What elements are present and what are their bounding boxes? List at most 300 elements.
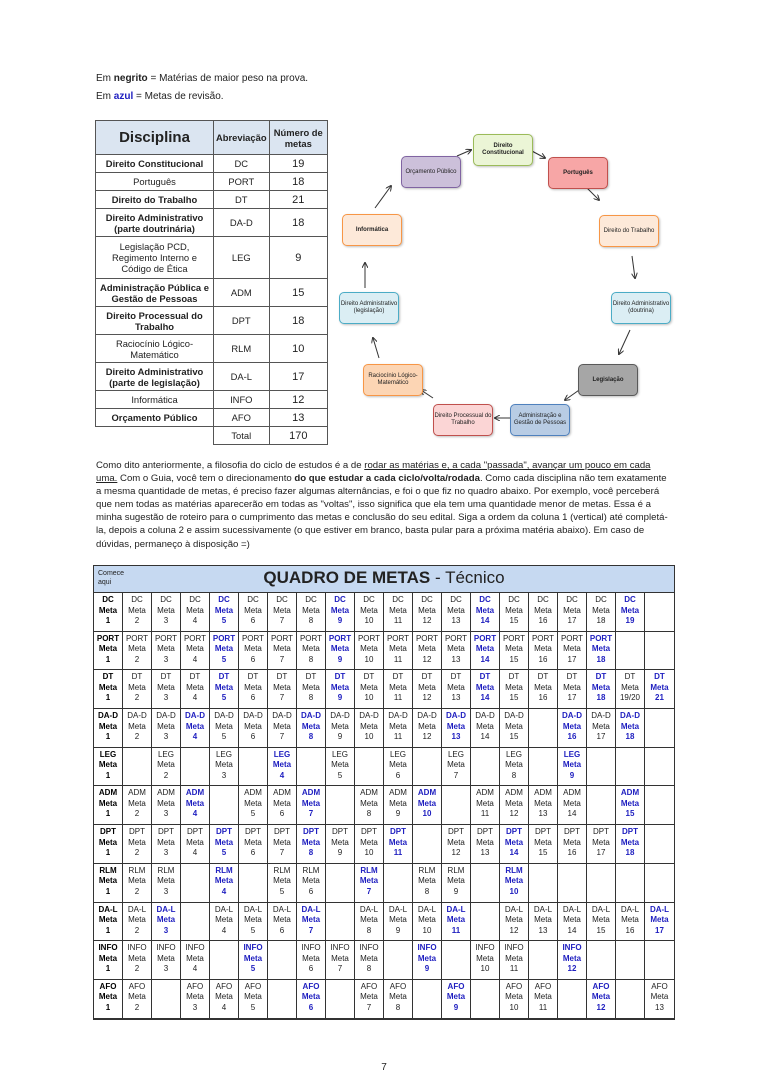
meta-cell: DPT Meta 10	[355, 825, 384, 864]
discipline-abbr: DT	[214, 191, 270, 209]
header-abreviacao: Abreviação	[214, 121, 270, 155]
empty-cell	[413, 825, 442, 864]
discipline-name: Direito Processual do Trabalho	[96, 307, 214, 335]
discipline-row	[96, 173, 328, 191]
empty-cell	[558, 980, 587, 1019]
meta-cell: PORT Meta 1	[94, 632, 123, 671]
meta-cell: PORT Meta 4	[181, 632, 210, 671]
meta-cell: LEG Meta 3	[210, 748, 239, 787]
discipline-abbr: AFO	[214, 409, 270, 427]
meta-cell: RLM Meta 6	[297, 864, 326, 903]
meta-cell: ADM Meta 6	[268, 786, 297, 825]
meta-cell: DT Meta 17	[558, 670, 587, 709]
empty-cell	[210, 786, 239, 825]
meta-cell: DPT Meta 3	[152, 825, 181, 864]
empty-cell	[123, 748, 152, 787]
empty-cell	[239, 748, 268, 787]
meta-cell: DC Meta 6	[239, 593, 268, 632]
metas-title-rest: - Técnico	[430, 568, 505, 587]
meta-cell: DC Meta 9	[326, 593, 355, 632]
meta-cell: PORT Meta 8	[297, 632, 326, 671]
discipline-count: 10	[269, 335, 327, 363]
meta-cell: DA-D Meta 7	[268, 709, 297, 748]
empty-cell	[645, 941, 674, 980]
discipline-row	[96, 279, 328, 307]
para-underlined: rodar as matérias e, a cada "passada", avançar um pouco em cada uma.	[96, 460, 651, 485]
discipline-name: Direito Constitucional	[96, 155, 214, 173]
legend-blue-rest: = Metas de revisão.	[133, 91, 224, 102]
cycle-node-dal: Direito Administrativo (legislação)	[339, 292, 399, 324]
meta-cell: DT Meta 13	[442, 670, 471, 709]
empty-cell	[645, 709, 674, 748]
empty-cell	[442, 941, 471, 980]
para-part-3: . Como cada disciplina não tem exatamente a mesma quantidade de metas, é preciso fazer algumas alternâncias, e foi o que fiz no quadro abaixo. Por exemplo, você perceberá que nem todas as matérias aparecerão em todas as "voltas", isso significa que ela tem uma quantidade menor de metas. Essa é a minha sugestão de roteiro para o cumprimento das metas e conclusão do seu edital. Siga a ordem da coluna 1 (vertical) até completá-la, depois a coluna 2 e assim sucessivamente (o que estiver em branco, basta pular para a próxima matéria abaixo). Em caso de dúvidas, permaneço à disposição =)	[96, 473, 668, 550]
meta-cell: PORT Meta 11	[384, 632, 413, 671]
meta-cell: DPT Meta 14	[500, 825, 529, 864]
discipline-count: 9	[269, 237, 327, 279]
meta-cell: DA-D Meta 5	[210, 709, 239, 748]
discipline-name: Raciocínio Lógico-Matemático	[96, 335, 214, 363]
meta-cell: DPT Meta 13	[471, 825, 500, 864]
meta-cell: ADM Meta 12	[500, 786, 529, 825]
metas-title-bold: QUADRO DE METAS	[263, 568, 431, 587]
meta-cell: ADM Meta 9	[384, 786, 413, 825]
cycle-node-info: Informática	[342, 214, 402, 246]
empty-cell	[326, 980, 355, 1019]
meta-cell: AFO Meta 10	[500, 980, 529, 1019]
cycle-node-adm: Administração e Gestão de Pessoas	[510, 404, 570, 436]
meta-cell: INFO Meta 6	[297, 941, 326, 980]
empty-cell	[413, 980, 442, 1019]
empty-cell	[587, 748, 616, 787]
meta-cell: DA-L Meta 2	[123, 903, 152, 942]
meta-cell: DPT Meta 17	[587, 825, 616, 864]
meta-cell: DA-D Meta 11	[384, 709, 413, 748]
meta-cell: RLM Meta 7	[355, 864, 384, 903]
meta-cell: DPT Meta 7	[268, 825, 297, 864]
discipline-abbr: ADM	[214, 279, 270, 307]
discipline-abbr: RLM	[214, 335, 270, 363]
discipline-count: 19	[269, 155, 327, 173]
discipline-name: Português	[96, 173, 214, 191]
meta-cell: ADM Meta 13	[529, 786, 558, 825]
discipline-abbr: LEG	[214, 237, 270, 279]
meta-cell: DA-L Meta 7	[297, 903, 326, 942]
metas-header	[94, 566, 674, 593]
empty-cell	[616, 980, 645, 1019]
meta-cell: DA-D Meta 15	[500, 709, 529, 748]
meta-cell: DA-D Meta 9	[326, 709, 355, 748]
meta-cell: DT Meta 1	[94, 670, 123, 709]
meta-cell: PORT Meta 13	[442, 632, 471, 671]
meta-cell: PORT Meta 10	[355, 632, 384, 671]
discipline-name: Orçamento Público	[96, 409, 214, 427]
meta-cell: DA-D Meta 4	[181, 709, 210, 748]
meta-cell: DPT Meta 16	[558, 825, 587, 864]
meta-cell: AFO Meta 4	[210, 980, 239, 1019]
meta-cell: AFO Meta 8	[384, 980, 413, 1019]
meta-cell: DA-L Meta 17	[645, 903, 674, 942]
para-part-1: Como dito anteriormente, a filosofia do ciclo de estudos é a de	[96, 460, 365, 471]
meta-cell: DA-L Meta 12	[500, 903, 529, 942]
meta-cell: DT Meta 3	[152, 670, 181, 709]
meta-cell: PORT Meta 16	[529, 632, 558, 671]
meta-cell: LEG Meta 7	[442, 748, 471, 787]
discipline-count: 18	[269, 173, 327, 191]
empty-cell	[645, 825, 674, 864]
cycle-node-dc: Direito Constitucional	[473, 134, 533, 166]
meta-cell: DC Meta 11	[384, 593, 413, 632]
cycle-node-dpt: Direito Processual do Trabalho	[433, 404, 493, 436]
meta-cell: INFO Meta 4	[181, 941, 210, 980]
empty-cell	[616, 864, 645, 903]
metas-table	[93, 565, 675, 1020]
empty-cell	[471, 864, 500, 903]
meta-cell: DA-L Meta 4	[210, 903, 239, 942]
meta-cell: DPT Meta 9	[326, 825, 355, 864]
meta-cell: AFO Meta 3	[181, 980, 210, 1019]
meta-cell: DT Meta 10	[355, 670, 384, 709]
meta-cell: INFO Meta 1	[94, 941, 123, 980]
cycle-node-afo: Orçamento Público	[401, 156, 461, 188]
meta-cell: DT Meta 16	[529, 670, 558, 709]
meta-cell: LEG Meta 9	[558, 748, 587, 787]
meta-cell: DPT Meta 15	[529, 825, 558, 864]
meta-cell: DPT Meta 6	[239, 825, 268, 864]
meta-cell: DC Meta 4	[181, 593, 210, 632]
meta-cell: DC Meta 8	[297, 593, 326, 632]
empty-cell	[587, 941, 616, 980]
empty-cell	[181, 748, 210, 787]
cycle-node-dad: Direito Administrativo (doutrina)	[611, 292, 671, 324]
discipline-row	[96, 191, 328, 209]
meta-cell: DA-D Meta 3	[152, 709, 181, 748]
empty-cell	[297, 748, 326, 787]
discipline-count: 17	[269, 363, 327, 391]
meta-cell: DA-D Meta 14	[471, 709, 500, 748]
meta-cell: ADM Meta 11	[471, 786, 500, 825]
empty-cell	[239, 864, 268, 903]
discipline-abbr: DPT	[214, 307, 270, 335]
total-value: 170	[269, 427, 327, 445]
empty-cell	[529, 864, 558, 903]
empty-cell	[587, 786, 616, 825]
empty-cell	[384, 941, 413, 980]
meta-cell: DC Meta 16	[529, 593, 558, 632]
legend-blue	[96, 91, 224, 102]
meta-cell: DA-D Meta 2	[123, 709, 152, 748]
meta-cell: ADM Meta 14	[558, 786, 587, 825]
meta-cell: DT Meta 8	[297, 670, 326, 709]
discipline-abbr: PORT	[214, 173, 270, 191]
discipline-name: Direito Administrativo (parte doutrinária)	[96, 209, 214, 237]
meta-cell: DA-D Meta 10	[355, 709, 384, 748]
meta-cell: LEG Meta 4	[268, 748, 297, 787]
meta-cell: DA-D Meta 6	[239, 709, 268, 748]
legend-blue-word: azul	[113, 91, 134, 102]
empty-cell	[152, 980, 181, 1019]
meta-cell: PORT Meta 5	[210, 632, 239, 671]
cycle-arrows	[335, 128, 675, 448]
empty-cell	[384, 864, 413, 903]
meta-cell: DT Meta 21	[645, 670, 674, 709]
meta-cell: INFO Meta 7	[326, 941, 355, 980]
discipline-name: Legislação PCD, Regimento Interno e Código de Ética	[96, 237, 214, 279]
metas-grid	[94, 593, 674, 1019]
meta-cell: DA-D Meta 17	[587, 709, 616, 748]
discipline-name: Direito do Trabalho	[96, 191, 214, 209]
discipline-name: Informática	[96, 391, 214, 409]
meta-cell: AFO Meta 7	[355, 980, 384, 1019]
meta-cell: DC Meta 14	[471, 593, 500, 632]
meta-cell: RLM Meta 4	[210, 864, 239, 903]
meta-cell: DC Meta 15	[500, 593, 529, 632]
meta-cell: ADM Meta 8	[355, 786, 384, 825]
discipline-row	[96, 409, 328, 427]
discipline-count: 13	[269, 409, 327, 427]
meta-cell: DC Meta 5	[210, 593, 239, 632]
meta-cell: DA-L Meta 9	[384, 903, 413, 942]
meta-cell: LEG Meta 2	[152, 748, 181, 787]
total-label: Total	[214, 427, 270, 445]
meta-cell: DC Meta 12	[413, 593, 442, 632]
meta-cell: INFO Meta 12	[558, 941, 587, 980]
empty-cell	[355, 748, 384, 787]
meta-cell: DT Meta 5	[210, 670, 239, 709]
meta-cell: LEG Meta 5	[326, 748, 355, 787]
meta-cell: INFO Meta 3	[152, 941, 181, 980]
meta-cell: DPT Meta 12	[442, 825, 471, 864]
legend-bold	[96, 73, 308, 84]
meta-cell: PORT Meta 15	[500, 632, 529, 671]
meta-cell: DA-L Meta 10	[413, 903, 442, 942]
empty-cell	[326, 903, 355, 942]
meta-cell: ADM Meta 3	[152, 786, 181, 825]
meta-cell: DPT Meta 18	[616, 825, 645, 864]
meta-cell: PORT Meta 9	[326, 632, 355, 671]
empty-cell	[645, 632, 674, 671]
discipline-count: 15	[269, 279, 327, 307]
meta-cell: DA-D Meta 16	[558, 709, 587, 748]
meta-cell: DT Meta 9	[326, 670, 355, 709]
meta-cell: DA-D Meta 12	[413, 709, 442, 748]
discipline-name: Direito Administrativo (parte de legislação)	[96, 363, 214, 391]
meta-cell: LEG Meta 1	[94, 748, 123, 787]
discipline-count: 18	[269, 307, 327, 335]
meta-cell: DC Meta 1	[94, 593, 123, 632]
meta-cell: AFO Meta 9	[442, 980, 471, 1019]
discipline-row	[96, 237, 328, 279]
meta-cell: INFO Meta 8	[355, 941, 384, 980]
metas-title	[94, 568, 674, 588]
meta-cell: DA-L Meta 13	[529, 903, 558, 942]
discipline-count: 18	[269, 209, 327, 237]
meta-cell: DT Meta 7	[268, 670, 297, 709]
meta-cell: DPT Meta 5	[210, 825, 239, 864]
discipline-count: 21	[269, 191, 327, 209]
cycle-node-leg: Legislação	[578, 364, 638, 396]
header-numero-metas: Número de metas	[269, 121, 327, 155]
meta-cell: DA-L Meta 16	[616, 903, 645, 942]
meta-cell: RLM Meta 10	[500, 864, 529, 903]
meta-cell: ADM Meta 5	[239, 786, 268, 825]
meta-cell: DA-L Meta 11	[442, 903, 471, 942]
meta-cell: AFO Meta 5	[239, 980, 268, 1019]
empty-cell	[268, 980, 297, 1019]
explanation-paragraph	[96, 459, 674, 551]
meta-cell: DC Meta 19	[616, 593, 645, 632]
empty-cell	[529, 748, 558, 787]
meta-cell: ADM Meta 2	[123, 786, 152, 825]
empty-cell	[616, 632, 645, 671]
para-bold: do que estudar a cada ciclo/volta/rodada	[294, 473, 480, 485]
meta-cell: ADM Meta 7	[297, 786, 326, 825]
legend-bold-prefix: Em	[96, 73, 114, 84]
meta-cell: DA-L Meta 6	[268, 903, 297, 942]
empty-cell	[210, 941, 239, 980]
meta-cell: DT Meta 14	[471, 670, 500, 709]
meta-cell: DA-L Meta 5	[239, 903, 268, 942]
empty-cell	[616, 748, 645, 787]
meta-cell: INFO Meta 2	[123, 941, 152, 980]
meta-cell: PORT Meta 6	[239, 632, 268, 671]
meta-cell: DPT Meta 4	[181, 825, 210, 864]
meta-cell: INFO Meta 9	[413, 941, 442, 980]
meta-cell: AFO Meta 1	[94, 980, 123, 1019]
meta-cell: INFO Meta 10	[471, 941, 500, 980]
meta-cell: RLM Meta 8	[413, 864, 442, 903]
meta-cell: DT Meta 19/20	[616, 670, 645, 709]
meta-cell: RLM Meta 1	[94, 864, 123, 903]
meta-cell: DPT Meta 11	[384, 825, 413, 864]
meta-cell: AFO Meta 12	[587, 980, 616, 1019]
meta-cell: PORT Meta 12	[413, 632, 442, 671]
meta-cell: RLM Meta 3	[152, 864, 181, 903]
empty-cell	[529, 941, 558, 980]
empty-cell	[616, 941, 645, 980]
legend-bold-rest: = Matérias de maior peso na prova.	[147, 73, 309, 84]
discipline-table	[95, 120, 328, 445]
meta-cell: DT Meta 4	[181, 670, 210, 709]
para-part-2: Com o Guia, você tem o direcionamento	[117, 473, 295, 485]
discipline-row	[96, 209, 328, 237]
meta-cell: AFO Meta 6	[297, 980, 326, 1019]
discipline-name: Administração Pública e Gestão de Pessoas	[96, 279, 214, 307]
meta-cell: DA-D Meta 18	[616, 709, 645, 748]
meta-cell: AFO Meta 2	[123, 980, 152, 1019]
discipline-row	[96, 335, 328, 363]
total-row	[96, 427, 328, 445]
meta-cell: RLM Meta 2	[123, 864, 152, 903]
discipline-abbr: INFO	[214, 391, 270, 409]
meta-cell: PORT Meta 14	[471, 632, 500, 671]
empty-cell	[181, 864, 210, 903]
meta-cell: AFO Meta 13	[645, 980, 674, 1019]
empty-cell	[442, 786, 471, 825]
cycle-node-port: Português	[548, 157, 608, 189]
meta-cell: DC Meta 13	[442, 593, 471, 632]
meta-cell: DC Meta 7	[268, 593, 297, 632]
meta-cell: ADM Meta 1	[94, 786, 123, 825]
meta-cell: RLM Meta 9	[442, 864, 471, 903]
meta-cell: INFO Meta 11	[500, 941, 529, 980]
meta-cell: AFO Meta 11	[529, 980, 558, 1019]
empty-cell	[326, 786, 355, 825]
meta-cell: INFO Meta 5	[239, 941, 268, 980]
empty-cell	[645, 748, 674, 787]
meta-cell: PORT Meta 18	[587, 632, 616, 671]
meta-cell: ADM Meta 4	[181, 786, 210, 825]
meta-cell: DT Meta 2	[123, 670, 152, 709]
empty-cell	[471, 980, 500, 1019]
meta-cell: DA-L Meta 15	[587, 903, 616, 942]
meta-cell: DPT Meta 2	[123, 825, 152, 864]
discipline-row	[96, 391, 328, 409]
meta-cell: PORT Meta 7	[268, 632, 297, 671]
discipline-row	[96, 155, 328, 173]
meta-cell: DC Meta 10	[355, 593, 384, 632]
discipline-row	[96, 307, 328, 335]
meta-cell: DC Meta 3	[152, 593, 181, 632]
empty-cell	[558, 864, 587, 903]
start-label: Comece aqui	[98, 570, 125, 586]
discipline-abbr: DC	[214, 155, 270, 173]
meta-cell: DT Meta 6	[239, 670, 268, 709]
meta-cell: DA-D Meta 1	[94, 709, 123, 748]
empty-cell	[645, 593, 674, 632]
meta-cell: DT Meta 18	[587, 670, 616, 709]
empty-cell	[413, 748, 442, 787]
meta-cell: DA-D Meta 13	[442, 709, 471, 748]
meta-cell: DA-L Meta 14	[558, 903, 587, 942]
study-cycle-diagram	[335, 128, 675, 448]
discipline-abbr: DA-D	[214, 209, 270, 237]
discipline-count: 12	[269, 391, 327, 409]
header-disciplina: Disciplina	[96, 121, 214, 155]
meta-cell: DA-L Meta 8	[355, 903, 384, 942]
meta-cell: DT Meta 12	[413, 670, 442, 709]
meta-cell: DPT Meta 1	[94, 825, 123, 864]
empty-cell	[326, 864, 355, 903]
empty-cell	[529, 709, 558, 748]
meta-cell: DC Meta 2	[123, 593, 152, 632]
meta-cell: DT Meta 11	[384, 670, 413, 709]
meta-cell: DA-D Meta 8	[297, 709, 326, 748]
meta-cell: DT Meta 15	[500, 670, 529, 709]
meta-cell: LEG Meta 6	[384, 748, 413, 787]
meta-cell: ADM Meta 10	[413, 786, 442, 825]
empty-cell	[645, 786, 674, 825]
empty-cell	[181, 903, 210, 942]
meta-cell: DA-L Meta 3	[152, 903, 181, 942]
discipline-row	[96, 363, 328, 391]
meta-cell: DPT Meta 8	[297, 825, 326, 864]
cycle-node-dt: Direito do Trabalho	[599, 215, 659, 247]
empty-cell	[587, 864, 616, 903]
empty-cell	[471, 903, 500, 942]
meta-cell: DA-L Meta 1	[94, 903, 123, 942]
meta-cell: PORT Meta 3	[152, 632, 181, 671]
meta-cell: DC Meta 17	[558, 593, 587, 632]
cycle-node-rlm: Raciocínio Lógico-Matemático	[363, 364, 423, 396]
legend-bold-word: negrito	[113, 73, 148, 84]
empty-cell	[268, 941, 297, 980]
legend-blue-prefix: Em	[96, 91, 114, 102]
meta-cell: RLM Meta 5	[268, 864, 297, 903]
meta-cell: ADM Meta 15	[616, 786, 645, 825]
discipline-abbr: DA-L	[214, 363, 270, 391]
empty-cell	[645, 864, 674, 903]
